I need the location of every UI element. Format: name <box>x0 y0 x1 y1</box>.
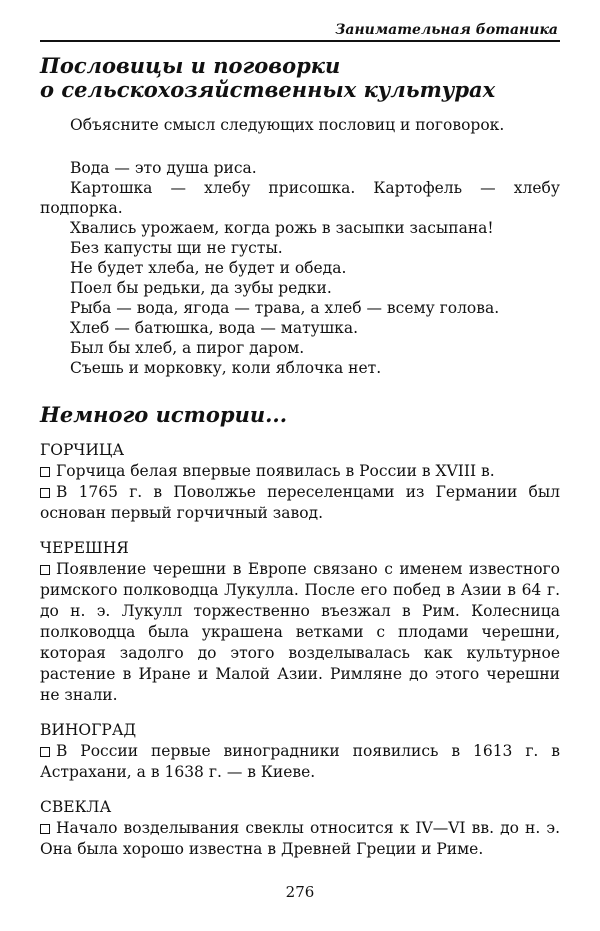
proverb: Поел бы редьки, да зубы редки. <box>70 279 332 297</box>
proverb: Рыба — вода, ягода — трава, а хлеб — всему голова. <box>70 299 500 317</box>
chapter-title-line: Пословицы и поговорки <box>40 53 341 78</box>
section-title: ГОРЧИЦА <box>40 441 125 459</box>
checkbox-bullet-icon <box>40 467 50 477</box>
section-title: СВЕКЛА <box>40 798 112 816</box>
section-title: ВИНОГРАД <box>40 721 137 739</box>
list-item <box>40 818 560 860</box>
proverb: Без капусты щи не густы. <box>70 239 283 257</box>
proverb: Был бы хлеб, а пирог даром. <box>70 339 305 357</box>
running-head: Занимательная ботаника <box>335 22 558 38</box>
item-text: Появление черешни в Европе связано с именем известного римского полководца Лукулла. После его побед в Азии в 64 г. до н. э. Лукулл торжественно въезжал в Рим. Колесница полководца была украшена ветками с плодами черешни, которая задолго до этого возделывалась как культурное растение в Иране и Малой Азии. Римляне до этого черешни не знали. <box>40 560 560 704</box>
section-grape <box>40 720 560 783</box>
checkbox-bullet-icon <box>40 824 50 834</box>
section-beet <box>40 797 560 860</box>
list-item <box>40 559 560 706</box>
page <box>40 20 560 860</box>
item-text: В России первые виноградники появились в 1613 г. в Астрахани, а в 1638 г. — в Киеве. <box>40 742 560 781</box>
list-item <box>40 461 560 482</box>
checkbox-bullet-icon <box>40 488 50 498</box>
section-cherry <box>40 538 560 706</box>
chapter-title <box>40 54 560 102</box>
page-number: 276 <box>285 883 315 901</box>
checkbox-bullet-icon <box>40 565 50 575</box>
list-item <box>40 741 560 783</box>
intro-text: Объясните смысл следующих пословиц и поговорок. <box>70 116 505 134</box>
chapter-title-line: о сельскохозяйственных культурах <box>40 77 496 102</box>
checkbox-bullet-icon <box>40 747 50 757</box>
item-text: Горчица белая впервые появилась в России в XVIII в. <box>56 462 495 480</box>
header-rule <box>40 40 560 42</box>
proverb: Картошка — хлебу присошка. Картофель — хлебу подпорка. <box>40 179 560 217</box>
section-mustard <box>40 440 560 524</box>
history-heading: Немного истории... <box>40 402 288 427</box>
proverb: Съешь и морковку, коли яблочка нет. <box>70 359 382 377</box>
proverb: Хвались урожаем, когда рожь в засыпки засыпана! <box>70 219 494 237</box>
item-text: В 1765 г. в Поволжье переселенцами из Германии был основан первый горчичный завод. <box>40 483 560 522</box>
section-title: ЧЕРЕШНЯ <box>40 539 129 557</box>
proverb: Вода — это душа риса. <box>70 159 257 177</box>
proverb-list <box>40 158 560 378</box>
proverb: Хлеб — батюшка, вода — матушка. <box>70 319 359 337</box>
item-text: Начало возделывания свеклы относится к IV—VI вв. до н. э. Она была хорошо известна в Древней Греции и Риме. <box>40 819 560 858</box>
proverb: Не будет хлеба, не будет и обеда. <box>70 259 347 277</box>
list-item <box>40 482 560 524</box>
